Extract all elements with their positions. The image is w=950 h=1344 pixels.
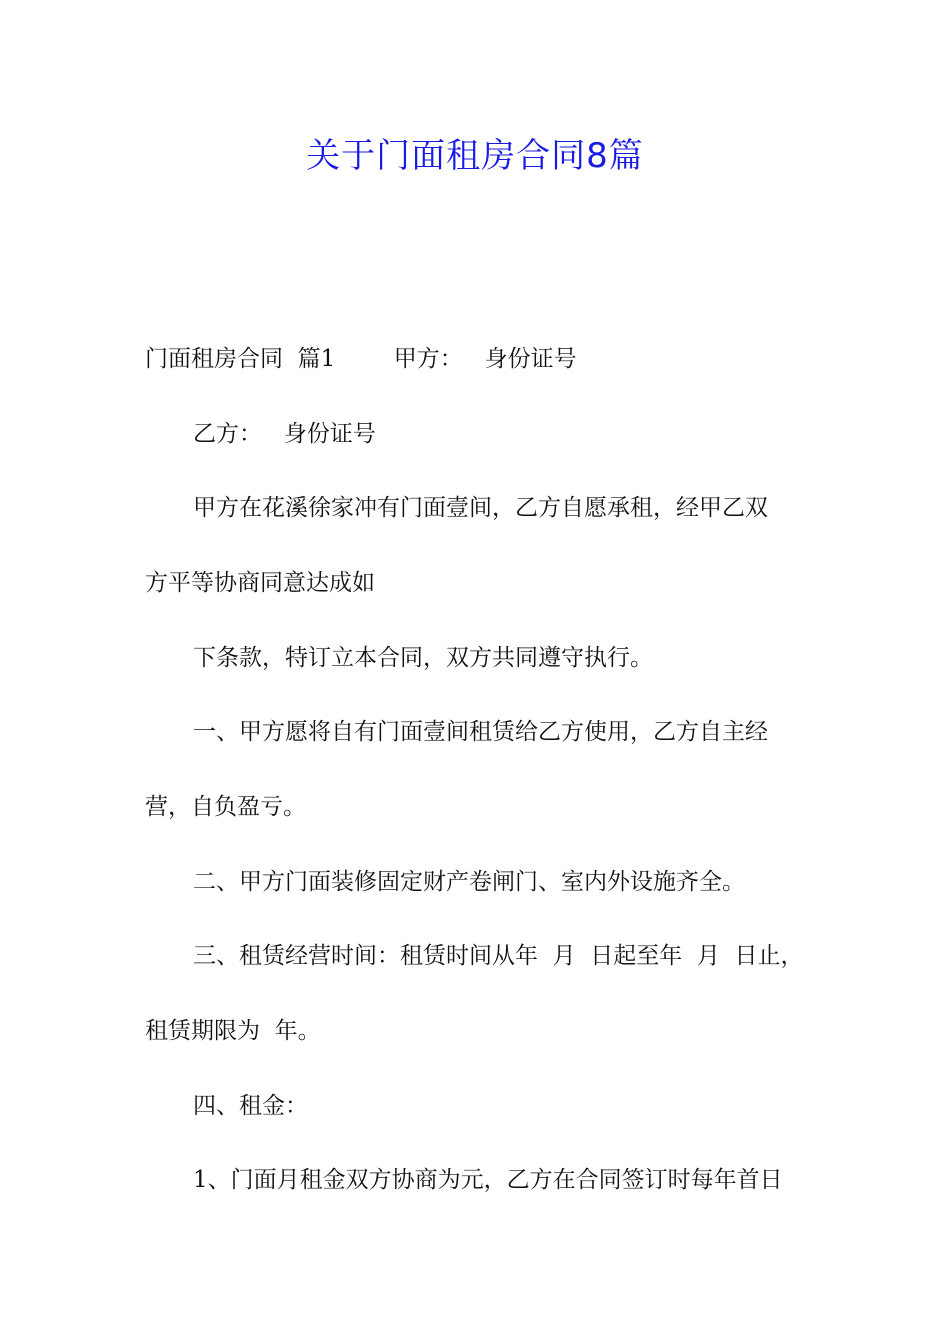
- paragraph-line: 甲方在花溪徐家冲有门面壹间，乙方自愿承租，经甲乙双: [193, 495, 768, 521]
- paragraph-line: 1、门面月租金双方协商为元，乙方在合同签订时每年首日: [193, 1167, 783, 1193]
- paragraph-line: 三、租赁经营时间：租赁时间从年 月 日起至年 月 日止，: [193, 943, 804, 969]
- paragraph-line: 四、租金：: [193, 1093, 308, 1119]
- paragraph-line: 一、甲方愿将自有门面壹间租赁给乙方使用，乙方自主经: [193, 719, 768, 745]
- paragraph-line: 乙方： 身份证号: [193, 421, 376, 447]
- document-title: 关于门面租房合同8篇: [306, 136, 644, 176]
- paragraph-line: 下条款，特订立本合同，双方共同遵守执行。: [193, 645, 653, 671]
- paragraph-line: 方平等协商同意达成如: [145, 570, 375, 596]
- paragraph-line: 二、甲方门面装修固定财产卷闸门、室内外设施齐全。: [193, 869, 745, 895]
- paragraph-line: 租赁期限为 年。: [145, 1018, 321, 1044]
- paragraph-line: 门面租房合同 篇1 甲方： 身份证号: [145, 346, 577, 372]
- paragraph-line: 营，自负盈亏。: [145, 794, 306, 820]
